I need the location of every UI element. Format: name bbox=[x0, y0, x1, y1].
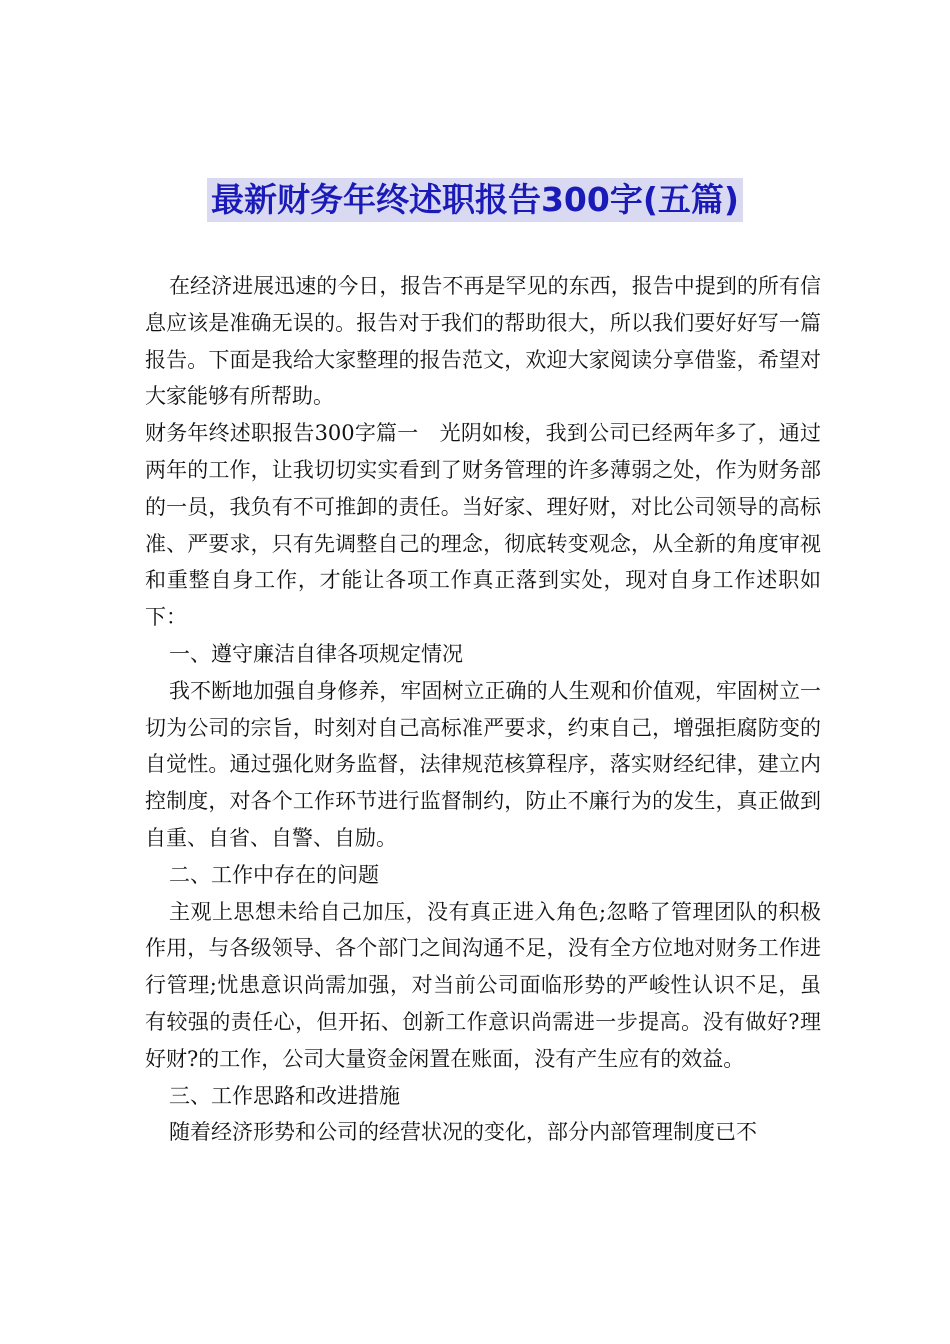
section-one-paragraph: 我不断地加强自身修养，牢固树立正确的人生观和价值观，牢固树立一切为公司的宗旨，时刻对自己高标准严要求，约束自己，增强拒腐防变的自觉性。通过强化财务监督，法律规范核算程序，落实财经纪律，建立内控制度，对各个工作环节进行监督制约，防止不廉行为的发生，真正做到自重、自省、自警、自励。 bbox=[145, 678, 821, 850]
section-three-paragraph: 随着经济形势和公司的经营状况的变化，部分内部管理制度已不 bbox=[169, 1120, 757, 1145]
title-container bbox=[0, 178, 950, 222]
section-heading-three: 三、工作思路和改进措施 bbox=[169, 1083, 400, 1108]
document-title: 最新财务年终述职报告300字(五篇) bbox=[207, 178, 743, 222]
section-two-paragraph: 主观上思想未给自己加压，没有真正进入角色;忽略了管理团队的积极作用，与各级领导、各个部门之间沟通不足，没有全方位地对财务工作进行管理;忧患意识尚需加强，对当前公司面临形势的严峻性认识不足，虽有较强的责任心，但开拓、创新工作意识尚需进一步提高。没有做好?理好财?的工作，公司大量资金闲置在账面，没有产生应有的效益。 bbox=[145, 899, 821, 1071]
document-body bbox=[145, 268, 821, 1151]
section-heading-one: 一、遵守廉洁自律各项规定情况 bbox=[169, 641, 463, 666]
intro-paragraph: 在经济进展迅速的今日，报告不再是罕见的东西，报告中提到的所有信息应该是准确无误的。报告对于我们的帮助很大，所以我们要好好写一篇报告。下面是我给大家整理的报告范文，欢迎大家阅读分享借鉴，希望对大家能够有所帮助。 bbox=[145, 274, 821, 409]
section-heading-two: 二、工作中存在的问题 bbox=[169, 862, 379, 887]
article-one-opening-paragraph: 财务年终述职报告300字篇一 光阴如梭，我到公司已经两年多了，通过两年的工作，让我切切实实看到了财务管理的许多薄弱之处，作为财务部的一员，我负有不可推卸的责任。当好家、理好财，对比公司领导的高标准、严要求，只有先调整自己的理念，彻底转变观念，从全新的角度审视和重整自身工作，才能让各项工作真正落到实处，现对自身工作述职如下： bbox=[145, 421, 821, 630]
